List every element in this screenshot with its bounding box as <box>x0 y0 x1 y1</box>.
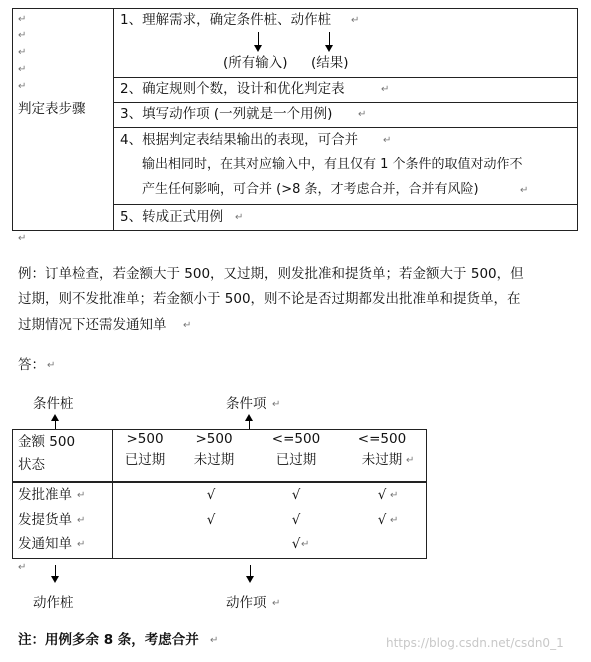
example-line-1: 例：订单检查，若金额大于 500，又过期，则发批准和提货单；若金额大于 500，但 <box>18 266 524 282</box>
example-line-2: 过期，则不发批准单；若金额小于 500，则不论是否过期都发出批准单和提货单，在 <box>18 291 521 307</box>
arrow-down-icon <box>258 32 259 46</box>
step-4-para-line2: 产生任何影响，可合并 (>8 条，才考虑合并，合并有风险) <box>142 182 479 197</box>
action-2-mark-4: √ <box>377 512 387 528</box>
col-2-status: 未过期 <box>193 452 235 468</box>
note-text: 注：用例多余 8 条，考虑合并 <box>18 632 199 648</box>
col-4-amount: <=500 <box>357 431 407 447</box>
col-4-status: 未过期 <box>361 452 403 468</box>
arrow-down-icon <box>329 32 330 46</box>
step-4-para-line1: 输出相同时，在其对应输入中，有且仅有 1 个条件的取值对动作不 <box>142 157 523 172</box>
action-stub-label: 动作桩 <box>33 595 74 611</box>
arrow-down-icon <box>51 576 59 583</box>
action-3-mark-3: √ <box>291 536 301 552</box>
col-3-amount: <=500 <box>271 431 321 447</box>
step-3-text: 3、填写动作项 (一列就是一个用例) <box>120 106 333 122</box>
arrow-head-icon <box>254 45 262 52</box>
action-entry-label: 动作项 <box>226 595 267 611</box>
col-2-amount: >500 <box>195 431 233 447</box>
step-4-text: 4、根据判定表结果输出的表现，可合并 <box>120 132 359 148</box>
col-1-status: 已过期 <box>124 452 166 468</box>
watermark: https://blog.csdn.net/csdn0_1 <box>386 636 564 650</box>
answer-label: 答： <box>18 357 45 373</box>
col-3-status: 已过期 <box>275 452 317 468</box>
action-3-name: 发通知单 <box>18 536 72 552</box>
action-1-mark-4: √ <box>377 487 387 503</box>
condition-entry-label: 条件项 <box>226 396 267 412</box>
action-1-name: 发批准单 <box>18 487 72 503</box>
action-1-mark-2: √ <box>206 487 216 503</box>
example-line-3: 过期情况下还需发通知单 <box>18 317 167 333</box>
step-1-text: 1、理解需求，确定条件桩、动作桩 <box>120 12 332 28</box>
action-2-mark-3: √ <box>291 512 301 528</box>
step-2-text: 2、确定规则个数，设计和优化判定表 <box>120 81 345 97</box>
arrow-down-icon <box>246 576 254 583</box>
steps-label: 判定表步骤 <box>18 101 86 117</box>
action-1-mark-3: √ <box>291 487 301 503</box>
col-1-amount: >500 <box>126 431 164 447</box>
arrow-head-icon <box>325 45 333 52</box>
action-2-name: 发提货单 <box>18 512 72 528</box>
row1-sub-left: (所有输入) <box>223 55 288 71</box>
action-2-mark-2: √ <box>206 512 216 528</box>
condition-stub-label: 条件桩 <box>33 396 74 412</box>
step-5-text: 5、转成正式用例 <box>120 209 224 225</box>
header-status-label: 状态 <box>18 457 45 473</box>
row1-sub-right: (结果) <box>311 55 349 71</box>
header-amount-label: 金额 500 <box>18 434 76 450</box>
